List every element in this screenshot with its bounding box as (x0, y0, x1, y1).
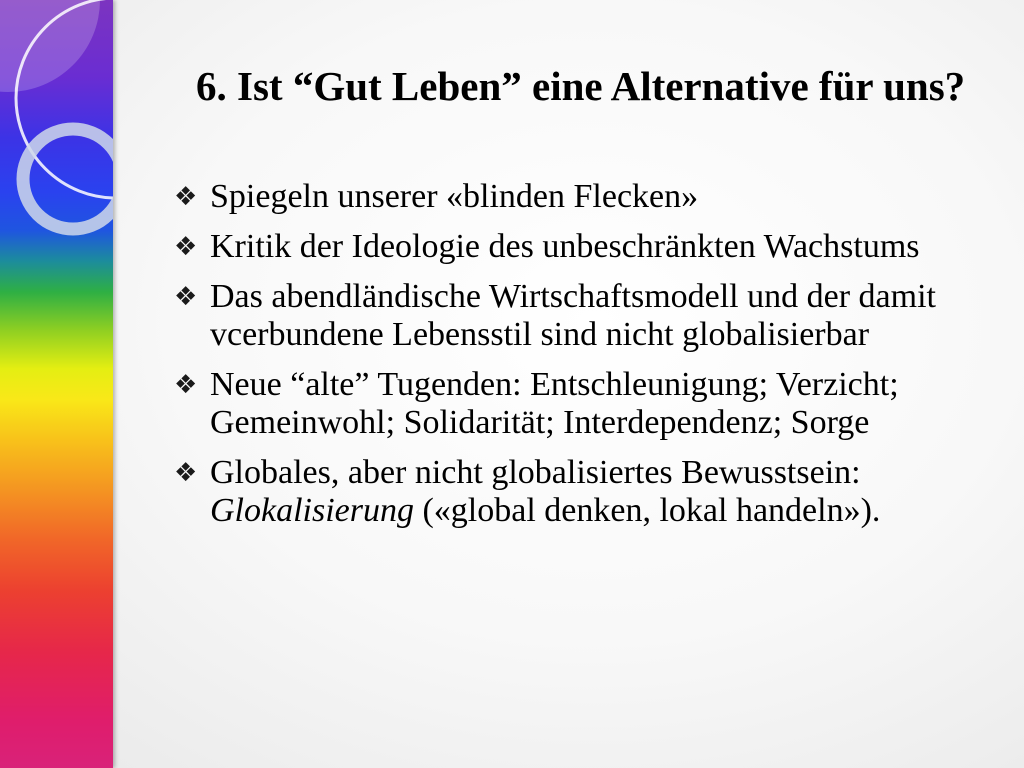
bullet-line: Spiegeln unserer «blinden Flecken» (210, 178, 699, 215)
bullet-item (210, 454, 936, 530)
decor-glow-circle (0, 0, 100, 92)
bullet-line (210, 492, 936, 530)
slide-title: 6. Ist “Gut Leben” eine Alternative für uns? (196, 63, 966, 109)
diamond-bullet-icon (174, 178, 197, 216)
bullet-line: Globales, aber nicht globalisiertes Bewusstsein: (210, 454, 861, 491)
diamond-bullet-icon (174, 228, 197, 266)
diamond-bullet-icon (174, 454, 197, 492)
bullet-item (210, 228, 936, 266)
decor-circles (0, 0, 113, 260)
bullet-line: Gemeinwohl; Solidarität; Interdependenz; Sorge (210, 404, 870, 441)
bullet-list (210, 178, 936, 542)
bullet-line: Neue “alte” Tugenden: Entschleunigung; Verzicht; (210, 366, 899, 403)
bullet-line: vcerbundene Lebensstil sind nicht globalisierbar (210, 316, 870, 353)
bullet-item (210, 178, 936, 216)
bullet-line: Das abendländische Wirtschaftsmodell und der damit (210, 278, 936, 315)
rainbow-sidebar (0, 0, 113, 768)
diamond-bullet-icon (174, 366, 197, 404)
bullet-item (210, 278, 936, 354)
bullet-line-rest: («global denken, lokal handeln»). (413, 492, 881, 529)
diamond-bullet-icon (174, 278, 197, 316)
bullet-line: Kritik der Ideologie des unbeschränkten Wachstums (210, 228, 920, 265)
bullet-item (210, 366, 936, 442)
emphasized-term: Glokalisierung (210, 492, 414, 529)
decor-ring (23, 129, 113, 229)
